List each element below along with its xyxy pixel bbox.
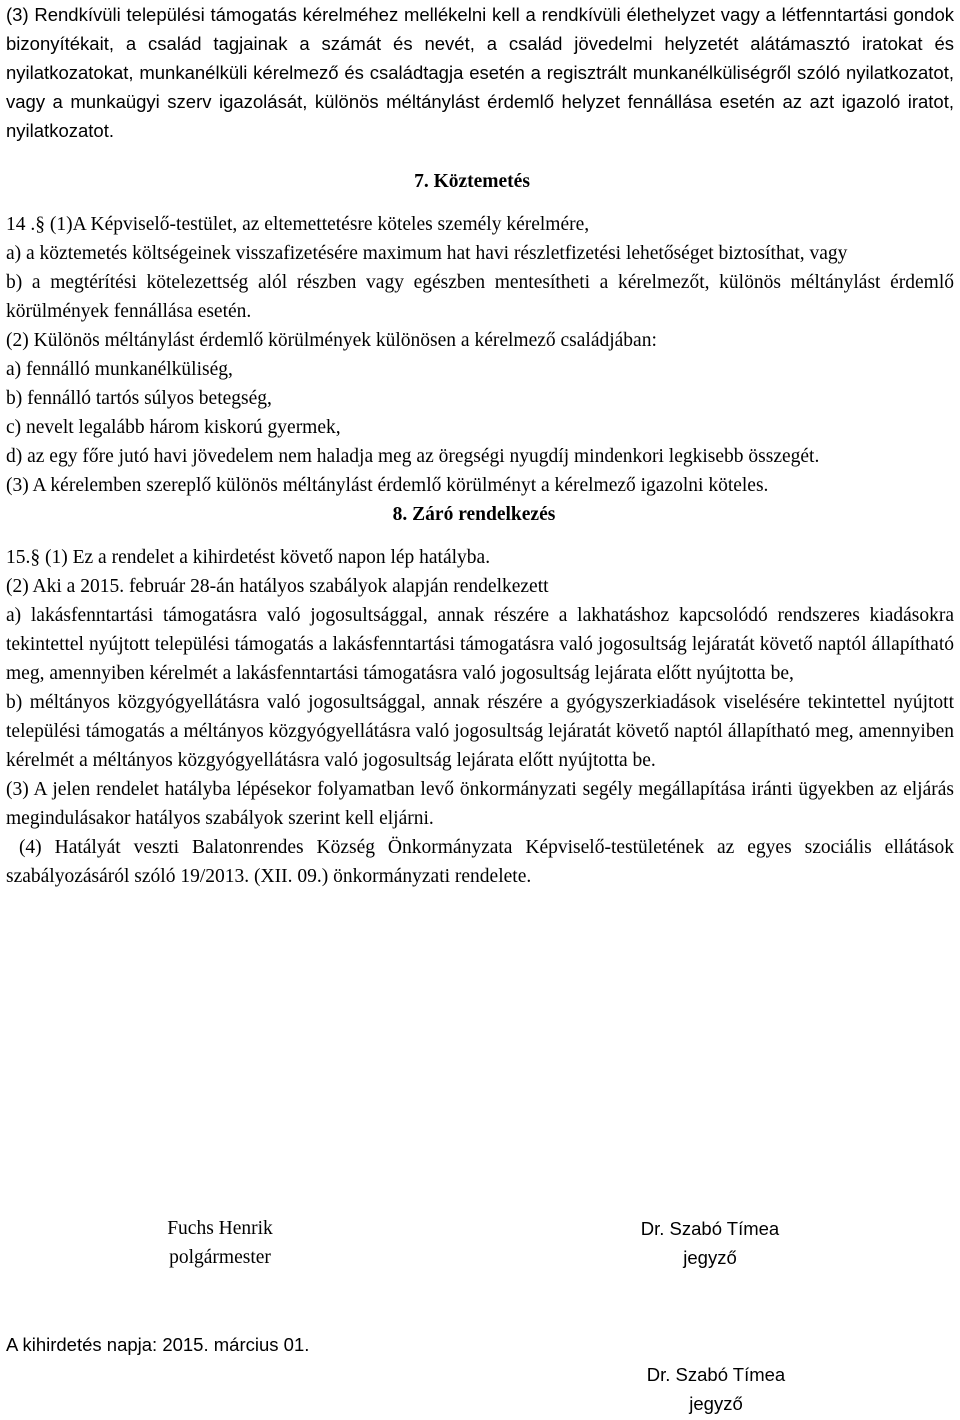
- para14-1a: a) a köztemetés költségeinek visszafizetésére maximum hat havi részletfizetési lehetőséget biztosíthat, vagy: [6, 243, 848, 264]
- promulgation-notary-name: Dr. Szabó Tímea: [646, 1364, 786, 1385]
- notary-signature: [600, 1214, 820, 1272]
- section7-heading: 7. Köztemetés: [414, 171, 530, 192]
- section8-heading: 8. Záró rendelkezés: [392, 504, 556, 525]
- mayor-signature: [120, 1214, 320, 1272]
- para14-2a: a) fennálló munkanélküliség,: [6, 359, 233, 380]
- para15-1: 15.§ (1) Ez a rendelet a kihirdetést követő napon lép hatályba.: [6, 547, 491, 568]
- notary-title: jegyző: [683, 1247, 737, 1268]
- promulgation-date: A kihirdetés napja: 2015. március 01.: [6, 1334, 310, 1355]
- para15-2b: b) méltányos közgyógyellátásra való jogosultsággal, annak részére a gyógyszerkiadások viselésére tekintettel nyújtott települési támogatás a méltányos közgyógyellátásra való jogosultság lejáratát követő naptól állapítható meg, amennyiben kérelmét a méltányos közgyógyellátásra való jogosultság lejárata előtt nyújtotta be.: [6, 692, 954, 771]
- para15-4: (4) Hatályát veszti Balatonrendes Község Önkormányzata Képviselő-testületének az egyes szociális ellátások szabályozásáról szóló 19/2013. (XII. 09.) önkormányzati rendelete.: [6, 837, 959, 887]
- para15-2a: a) lakásfenntartási támogatásra való jogosultsággal, annak részére a lakhatáshoz kapcsolódó rendszeres kiadásokra tekintettel nyújtott települési támogatás a lakásfenntartási támogatásra való jogosultság lejáratát követő naptól állapítható meg, amennyiben kérelmét a lakásfenntartási támogatásra való jogosultság lejárata előtt nyújtotta be,: [6, 605, 954, 684]
- mayor-name: Fuchs Henrik: [167, 1218, 273, 1239]
- para14-3: (3) A kérelemben szereplő különös méltánylást érdemlő körülményt a kérelmező igazolni köteles.: [6, 475, 769, 496]
- para14-2b: b) fennálló tartós súlyos betegség,: [6, 388, 272, 409]
- para14-2: (2) Különös méltánylást érdemlő körülmények különösen a kérelmező családjában:: [6, 330, 657, 351]
- mayor-title: polgármester: [169, 1247, 271, 1268]
- para14-2c: c) nevelt legalább három kiskorú gyermek,: [6, 417, 341, 438]
- para14-1b: b) a megtérítési kötelezettség alól részben vagy egészben mentesítheti a kérelmezőt, különös méltánylást érdemlő körülmények fennállása esetén.: [6, 272, 954, 322]
- notary-name: Dr. Szabó Tímea: [640, 1218, 780, 1239]
- para15-2: (2) Aki a 2015. február 28-án hatályos szabályok alapján rendelkezett: [6, 576, 549, 597]
- para14-2d: d) az egy főre jutó havi jövedelem nem haladja meg az öregségi nyugdíj mindenkori legkisebb összegét.: [6, 446, 820, 467]
- promulgation-notary: [606, 1360, 826, 1418]
- para14-1: 14 .§ (1)A Képviselő-testület, az eltemettetésre köteles személy kérelmére,: [6, 214, 590, 235]
- document-page: [6, 0, 959, 891]
- promulgation-notary-title: jegyző: [689, 1393, 743, 1414]
- para15-3: (3) A jelen rendelet hatályba lépésekor folyamatban levő önkormányzati segély megállapítása iránti ügyekben az eljárás megindulásakor hatályos szabályok szerint kell eljárni.: [6, 779, 954, 829]
- section6-paragraph3: (3) Rendkívüli települési támogatás kérelméhez mellékelni kell a rendkívüli élethelyzet vagy a létfenntartási gondok bizonyítékait, a család tagjainak a számát és nevét, a család jövedelmi helyzetét alátámasztó iratokat és nyilatkozatokat, munkanélküli kérelmező és családtagja esetén a regisztrált munkanélküliségről szóló nyilatkozatot, vagy a munkaügyi szerv igazolását, különös méltánylást érdemlő helyzet fennállása esetén az azt igazoló iratot, nyilatkozatot.: [6, 4, 954, 141]
